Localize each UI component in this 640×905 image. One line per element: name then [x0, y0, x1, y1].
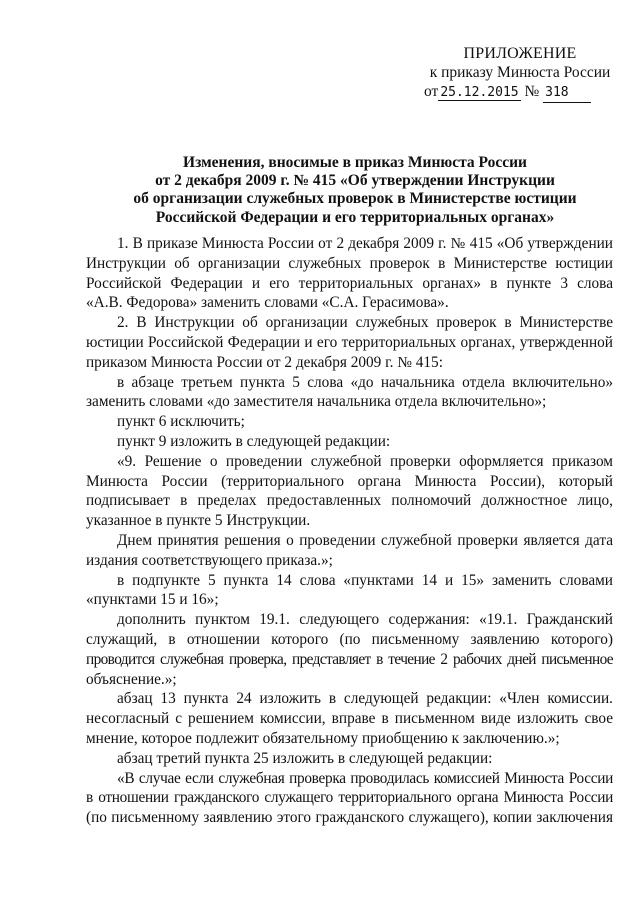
body-line: Инструкции об организации служебных проверок в Министерстве юстиции: [86, 254, 613, 272]
body-line: 2. В Инструкции об организации служебных проверок в Министерстве: [117, 314, 613, 332]
body-line: в подпункте 5 пункта 14 слова «пунктами 14 и 15» заменить словами: [117, 571, 613, 589]
body-line: указанное в пункте 5 Инструкции.: [86, 512, 311, 530]
body-line: приказом Минюста России от 2 декабря 2009 г. № 415:: [86, 353, 443, 371]
order-number: 318: [543, 83, 591, 103]
date-prefix: от: [424, 83, 439, 100]
body-line: «пунктами 15 и 16»;: [86, 591, 219, 609]
body-line: издания соответствующего приказа.»;: [86, 551, 333, 569]
body-line: 1. В приказе Минюста России от 2 декабря 2009 г. № 415 «Об утверждении: [117, 235, 613, 252]
body-line: объяснение.»;: [86, 670, 177, 688]
body-line: мнение, которое подлежит обязательному приобщению к заключению.»;: [86, 729, 560, 747]
body-line: «9. Решение о проведении служебной проверки оформляется приказом: [117, 452, 613, 470]
title-line: Изменения, вносимые в приказ Минюста России: [183, 154, 527, 171]
document-body: [86, 234, 613, 828]
body-line: абзац третий пункта 25 изложить в следующей редакции:: [117, 749, 493, 767]
body-line: пункт 6 исключить;: [117, 413, 245, 431]
order-date: 25.12.2015: [440, 85, 519, 100]
body-line: в отношении гражданского служащего территориального органа Минюста России: [86, 789, 613, 807]
body-line: служащий, в отношении которого (по письменному заявлению которого): [86, 630, 613, 648]
title-line: от 2 декабря 2009 г. № 415 «Об утверждении Инструкции: [155, 172, 555, 190]
appendix-title: ПРИЛОЖЕНИЕ: [463, 45, 577, 62]
body-line: «В случае если служебная проверка проводилась комиссией Минюста России: [117, 769, 613, 787]
body-line: (по письменному заявлению этого гражданского служащего), копии заключения: [86, 809, 613, 827]
body-line: проводится служебная проверка, представляет в течение 2 рабочих дней письменное: [86, 650, 613, 668]
body-line: «А.В. Федорова» заменить словами «С.А. Герасимова».: [86, 294, 449, 312]
body-line: пункт 9 изложить в следующей редакции:: [117, 432, 391, 450]
body-line: абзац 13 пункта 24 изложить в следующей редакции: «Член комиссии.: [117, 690, 613, 708]
appendix-header: [420, 44, 620, 103]
order-date-number: [420, 82, 620, 103]
body-line: Днем принятия решения о проведении служебной проверки является дата: [117, 531, 613, 549]
document-title: [90, 154, 620, 227]
body-line: Российской Федерации и его территориальных органах» в пункте 3 слова: [86, 274, 613, 292]
body-line: заменить словами «до заместителя начальника отдела включительно»;: [86, 393, 547, 411]
body-line: подписывает в пределах предоставленных полномочий должностное лицо,: [86, 492, 613, 510]
body-line: в абзаце третьем пункта 5 слова «до начальника отдела включительно»: [117, 373, 613, 391]
number-sign: №: [524, 83, 540, 100]
title-line: об организации служебных проверок в Министерстве юстиции: [133, 190, 577, 208]
order-reference: к приказу Минюста России: [429, 64, 611, 81]
body-line: Минюста России (территориального органа Минюста России), который: [86, 472, 613, 490]
body-line: несогласный с решением комиссии, вправе в письменном виде изложить свое: [86, 710, 613, 728]
body-line: дополнить пунктом 19.1. следующего содержания: «19.1. Гражданский: [117, 611, 613, 629]
body-line: юстиции Российской Федерации и его территориальных органах, утвержденной: [86, 333, 613, 351]
title-line: Российской Федерации и его территориальных органах»: [155, 208, 555, 226]
